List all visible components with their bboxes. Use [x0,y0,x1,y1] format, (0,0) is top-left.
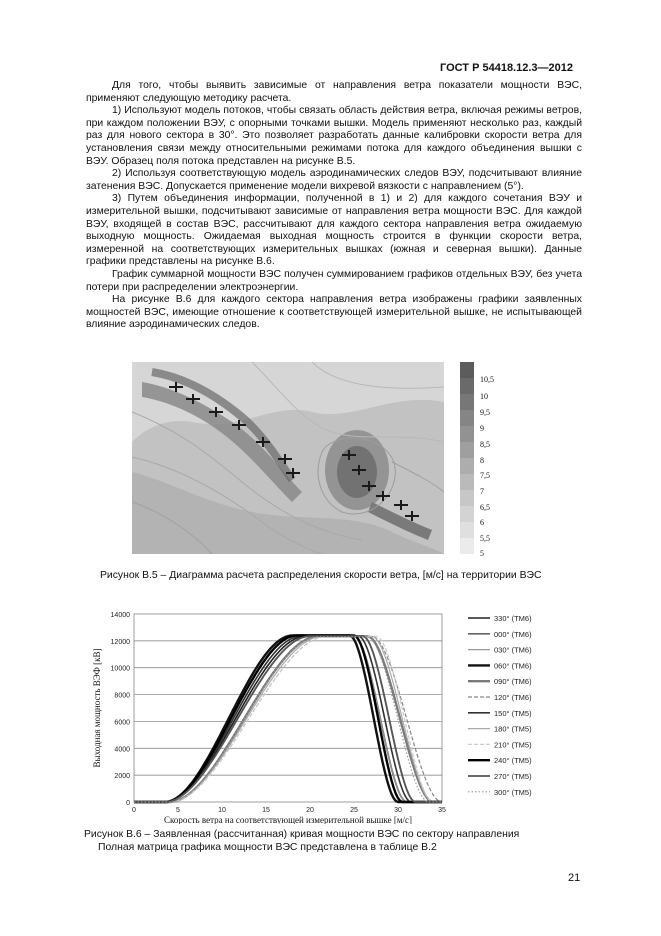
legend-label: 090° (TM6) [494,677,532,687]
legend-label: 060° (TM6) [494,661,532,671]
y-tick-label: 12000 [110,638,130,646]
legend-label: 9,5 [480,408,490,417]
legend-swatch [460,458,474,474]
power-curve-chart-svg [86,606,586,824]
paragraph: График суммарной мощности ВЭС получен суммированием графиков отдельных ВЭУ, без учета потери при распределении электроэнергии. [86,268,582,293]
x-axis-label: Скорость ветра на соответствующей измерительной вышке [м/с] [163,815,413,824]
legend-label: 8 [480,456,484,465]
legend-label: 270° (TM5) [494,772,532,781]
y-tick-label: 8000 [114,692,130,700]
x-tick-label: 25 [350,807,358,814]
legend-swatch [460,426,474,442]
paragraph: 3) Путем объединения информации, полученной в 1) и 2) для каждого сочетания ВЭУ и измерительной вышки, подсчитывают зависимые от направления ветра мощности ВЭС. Для каждой ВЭУ, входящей в состав ВЭС, рассчитывают для каждого сектора направления ветра ожидаемую выходную мощность. Ожидаемая выходная мощность строится в функции скорости ветра, измеренной на соответствующих измерительных вышках (южная и северная вышки). Данные графики представлены на рисунке В.6. [86,193,582,268]
legend-label: 7,5 [480,471,490,480]
y-tick-label: 6000 [114,719,130,727]
legend-label: 330° (TM6) [494,614,532,623]
legend-swatch [460,474,474,490]
legend-label: 6 [480,518,484,527]
legend-label: 10,5 [480,375,494,384]
legend-swatch [460,394,474,410]
wind-speed-map [132,362,444,554]
legend-swatch [460,522,474,538]
legend-label: 180° (TM5) [494,724,532,734]
wind-speed-map-graphic [132,362,444,554]
legend-swatch [460,490,474,506]
x-tick-label: 30 [394,807,402,814]
power-curve-chart [86,606,586,824]
paragraph: 1) Используют модель потоков, чтобы связать область действия ветра, включая режимы ветров, при каждом положении ВЭУ, с опорными точками вышки. Модель применяют несколько раз, каждый раз для нового сектора в 30°. Это позволяет разработать данные калибровки скорости ветра для установления связи между относительными режимами потока для каждого объединения вышки с ВЭУ. Образец поля потока представлен на рисунке В.5. [86,105,582,167]
paragraph: 2) Используя соответствующую модель аэродинамических следов ВЭУ, подсчитывают влияние затенения ВЭС. Допускается применение модели вихревой вязкости с направлением (5°). [86,168,582,192]
legend-label: 120° (TM6) [494,693,532,702]
paragraph: Для того, чтобы выявить зависимые от направления ветра показатели мощности ВЭС, применяют следующую методику расчета. [86,80,582,104]
y-tick-label: 14000 [110,612,130,619]
legend-label: 10 [480,392,488,401]
x-tick-label: 35 [438,807,446,814]
chart-legend [468,614,532,797]
legend-label: 300° (TM5) [494,787,532,797]
legend-label: 5 [480,549,484,558]
y-tick-label: 10000 [110,665,130,673]
legend-swatch [460,362,474,378]
legend-swatch [460,378,474,394]
figure-b6-caption: Рисунок В.6 – Заявленная (рассчитанная) кривая мощности ВЭС по сектору направления [84,829,520,840]
legend-label: 000° (TM6) [494,629,532,639]
legend-label: 150° (TM5) [494,708,532,718]
legend-label: 7 [480,487,484,496]
page-number: 21 [568,872,581,884]
legend-label: 9 [480,424,484,433]
figure-b6-note: Полная матрица графика мощности ВЭС представлена в таблице В.2 [98,842,437,853]
x-tick-label: 20 [306,807,314,814]
legend-label: 5,5 [480,534,490,543]
legend-label: 8,5 [480,440,490,449]
x-tick-label: 10 [218,807,226,814]
x-tick-label: 15 [262,807,270,814]
x-tick-label: 5 [176,807,180,814]
y-axis-label: Выходная мощность ВЭФ [кВ] [92,648,102,768]
paragraph: На рисунке В.6 для каждого сектора направления ветра изображены графики заявленных мощностей ВЭС, имеющие отношение к соответствующей измерительной вышке, не испытывающей влияние аэродинамических следов. [86,294,582,331]
legend-swatch [460,410,474,426]
legend-label: 240° (TM5) [494,756,532,766]
legend-swatch [460,506,474,522]
legend-label: 030° (TM6) [494,645,532,655]
y-tick-label: 4000 [114,746,130,754]
body-text [86,80,582,332]
legend-swatch [460,538,474,554]
legend-label: 210° (TM5) [494,740,532,750]
legend-swatch [460,442,474,458]
plot-area [134,614,442,802]
x-tick-label: 0 [132,807,136,814]
legend-label: 6,5 [480,503,490,512]
chart-gridlines [134,614,442,802]
wind-speed-legend [460,362,502,558]
y-tick-label: 0 [126,800,130,807]
document-standard-number: ГОСТ Р 54418.12.3—2012 [439,62,573,74]
y-tick-label: 2000 [114,773,130,781]
figure-b5-caption: Рисунок В.5 – Диаграмма расчета распределения скорости ветра, [м/с] на территории ВЭС [100,570,542,581]
